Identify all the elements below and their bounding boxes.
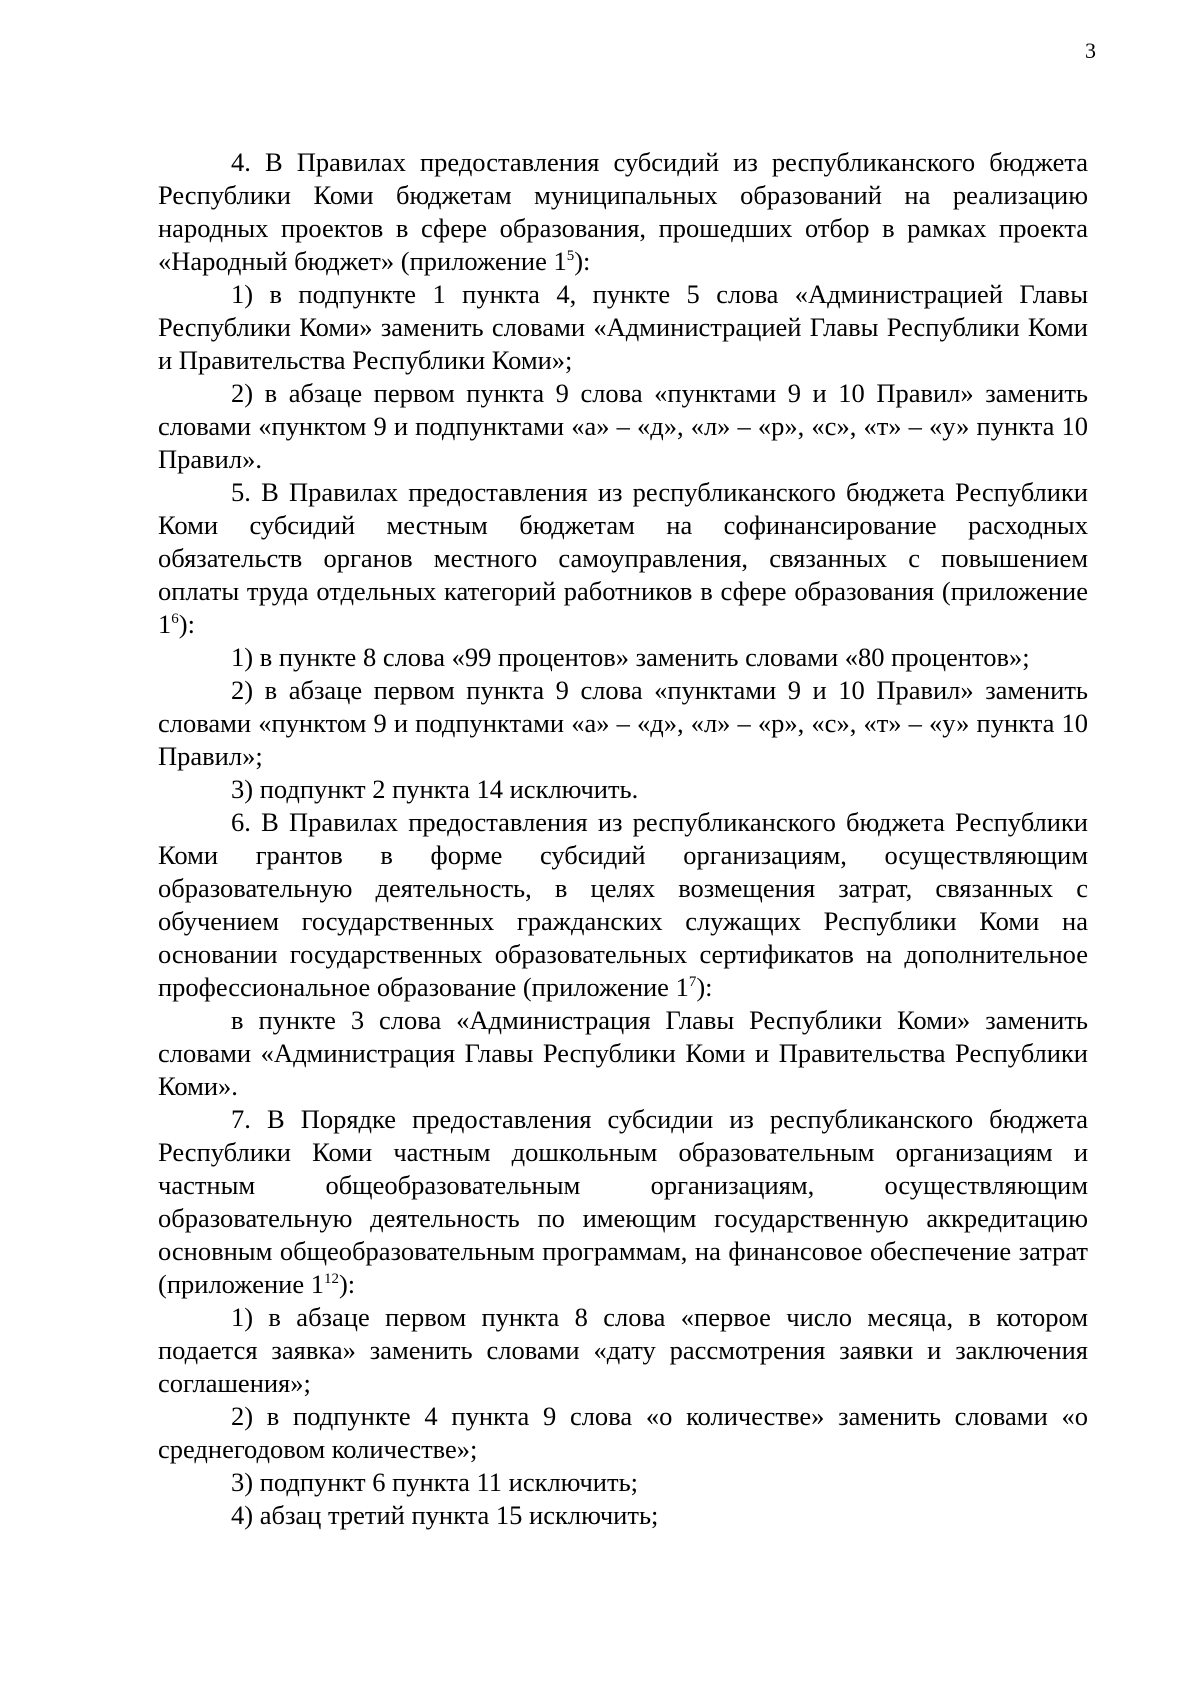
superscript: 5 [566, 248, 575, 265]
subparagraph: 3) подпункт 6 пункта 11 исключить; [231, 1467, 639, 1497]
paragraph-item-6: 6. В Правилах предоставления из республиканского бюджета Республики Коми грантов в форме субсидий организациям, осуществляющим образовательную деятельность, в целях возмещения затрат, связанных с обучением государственных гражданских служащих Республики Коми на основании государственных образовательных сертификатов на дополнительное профессиональное образование (приложение $1^7$): [158, 807, 1088, 1002]
subparagraph: 3) подпункт 2 пункта 14 исключить. [231, 774, 639, 804]
page-number: 3 [1085, 38, 1096, 63]
paragraph-item-5: 5. В Правилах предоставления из республиканского бюджета Республики Коми субсидий местным бюджетам на софинансирование расходных обязательств органов местного самоуправления, связанных с повышением оплаты труда отдельных категорий работников в сфере образования (приложение $1^6$): [158, 477, 1088, 639]
superscript: 6 [171, 611, 179, 628]
subparagraph: 2) в абзаце первом пункта 9 слова «пунктами 9 и 10 Правил» заменить словами «пунктом 9 и подпунктами «а» – «д», «л» – «р», «с», «т» – «у» пункта 10 Правил»; [158, 675, 1088, 771]
subparagraph: 1) в абзаце первом пункта 8 слова «первое число месяца, в котором подается заявка» заменить словами «дату рассмотрения заявки и заключения соглашения»; [158, 1302, 1088, 1398]
subparagraph: в пункте 3 слова «Администрация Главы Республики Коми» заменить словами «Администрация Главы Республики Коми и Правительства Республики Коми». [158, 1005, 1088, 1101]
subparagraph: 2) в подпункте 4 пункта 9 слова «о количестве» заменить словами «о среднегодовом количестве»; [158, 1401, 1088, 1464]
subparagraph: 2) в абзаце первом пункта 9 слова «пунктами 9 и 10 Правил» заменить словами «пунктом 9 и подпунктами «а» – «д», «л» – «р», «с», «т» – «у» пункта 10 Правил». [158, 378, 1088, 474]
paragraph-item-4: 4. В Правилах предоставления субсидий из республиканского бюджета Республики Коми бюджетам муниципальных образований на реализацию народных проектов в сфере образования, прошедших отбор в рамках проекта «Народный бюджет» (приложение $1^5$): [158, 147, 1088, 276]
document-body [158, 146, 1088, 1532]
superscript: 7 [688, 974, 697, 991]
subparagraph: 1) в подпункте 1 пункта 4, пункте 5 слова «Администрацией Главы Республики Коми» заменить словами «Администрацией Главы Республики Коми и Правительства Республики Коми»; [158, 279, 1088, 375]
subparagraph: 1) в пункте 8 слова «99 процентов» заменить словами «80 процентов»; [231, 642, 1030, 672]
subparagraph: 4) абзац третий пункта 15 исключить; [231, 1500, 659, 1530]
paragraph-item-7: 7. В Порядке предоставления субсидии из республиканского бюджета Республики Коми частным дошкольным образовательным организациям и частным общеобразовательным организациям, осуществляющим образовательную деятельность по имеющим государственную аккредитацию основным общеобразовательным программам, на финансовое обеспечение затрат (приложение $1^{12}$): [158, 1104, 1088, 1299]
superscript: 12 [323, 1271, 339, 1288]
